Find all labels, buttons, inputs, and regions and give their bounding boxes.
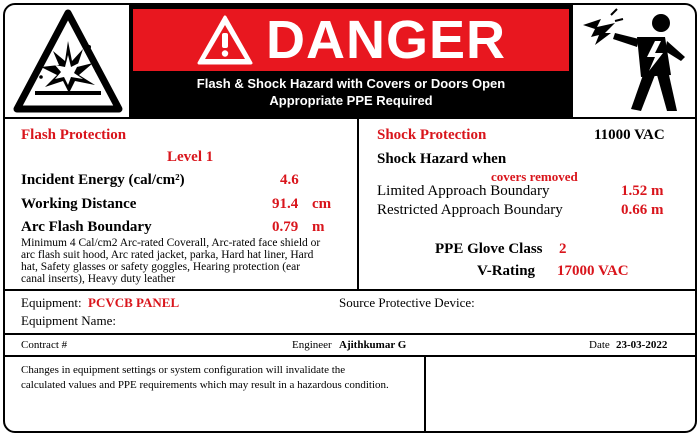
- restricted-approach-label: Restricted Approach Boundary: [377, 202, 563, 218]
- subtitle-line-1: Flash & Shock Hazard with Covers or Doors Open: [196, 76, 506, 91]
- contract-section: [5, 333, 695, 357]
- working-distance-value: 91.4: [272, 196, 299, 212]
- v-rating-value: 17000 VAC: [557, 263, 629, 279]
- equipment-label: Equipment:: [21, 295, 82, 310]
- arc-flash-boundary-value: 0.79: [272, 219, 299, 235]
- shock-hazard-condition: covers removed: [491, 169, 578, 184]
- date-label: Date: [589, 339, 610, 351]
- electric-shock-icon: [575, 5, 693, 117]
- engineer-label: Engineer: [292, 339, 332, 351]
- danger-title-bar: [133, 9, 569, 71]
- shock-protection-heading: Shock Protection: [377, 127, 487, 143]
- working-distance-unit: cm: [312, 196, 332, 212]
- warning-icon: [196, 14, 254, 66]
- date-value: 23-03-2022: [616, 339, 668, 351]
- explosion-icon: [9, 5, 127, 117]
- ppe-description: Minimum 4 Cal/cm2 Arc-rated Coverall, Arc-rated face shield or arc flash suit hood, Arc rated jacket, parka, Hard hat liner, Hard hat, Safety glasses or safety goggles, Hearing protection (ear canal inserts), Heavy duty leather: [21, 237, 321, 285]
- notes-divider: [424, 357, 426, 433]
- disclaimer-text: Changes in equipment settings or system configuration will invalidate the calculated values and PPE requirements which may result in a hazardous condition.: [21, 364, 389, 391]
- limited-approach-label: Limited Approach Boundary: [377, 183, 550, 199]
- notes-section: [5, 357, 695, 433]
- label-header: [5, 5, 695, 119]
- danger-title: DANGER: [265, 10, 506, 70]
- glove-class-value: 2: [559, 241, 567, 257]
- limited-approach-value: 1.52 m: [621, 183, 664, 199]
- shock-voltage: 11000 VAC: [594, 127, 665, 143]
- restricted-approach-value: 0.66 m: [621, 202, 664, 218]
- flash-protection-section: [5, 119, 359, 289]
- contract-label: Contract #: [21, 339, 68, 351]
- equipment-name-label: Equipment Name:: [21, 313, 116, 328]
- working-distance-label: Working Distance: [21, 196, 137, 212]
- hazard-subtitle: [129, 75, 573, 109]
- glove-class-label: PPE Glove Class: [435, 241, 543, 257]
- shock-protection-section: [361, 119, 695, 289]
- incident-energy-label: Incident Energy (cal/cm²): [21, 172, 185, 188]
- subtitle-line-2: Appropriate PPE Required: [269, 93, 433, 108]
- flash-protection-heading: Flash Protection: [21, 127, 127, 143]
- incident-energy-value: 4.6: [280, 172, 299, 188]
- source-protective-device-label: Source Protective Device:: [339, 295, 475, 310]
- equipment-value: PCVCB PANEL: [88, 295, 180, 310]
- arc-flash-label: [3, 3, 697, 433]
- danger-banner: [129, 5, 573, 117]
- arc-flash-boundary-unit: m: [312, 219, 325, 235]
- ppe-level: Level 1: [167, 149, 214, 165]
- shock-hazard-label: Shock Hazard when: [377, 151, 507, 167]
- v-rating-label: V-Rating: [477, 263, 536, 279]
- equipment-section: [5, 289, 695, 333]
- arc-flash-boundary-label: Arc Flash Boundary: [21, 219, 152, 235]
- engineer-value: Ajithkumar G: [339, 339, 407, 351]
